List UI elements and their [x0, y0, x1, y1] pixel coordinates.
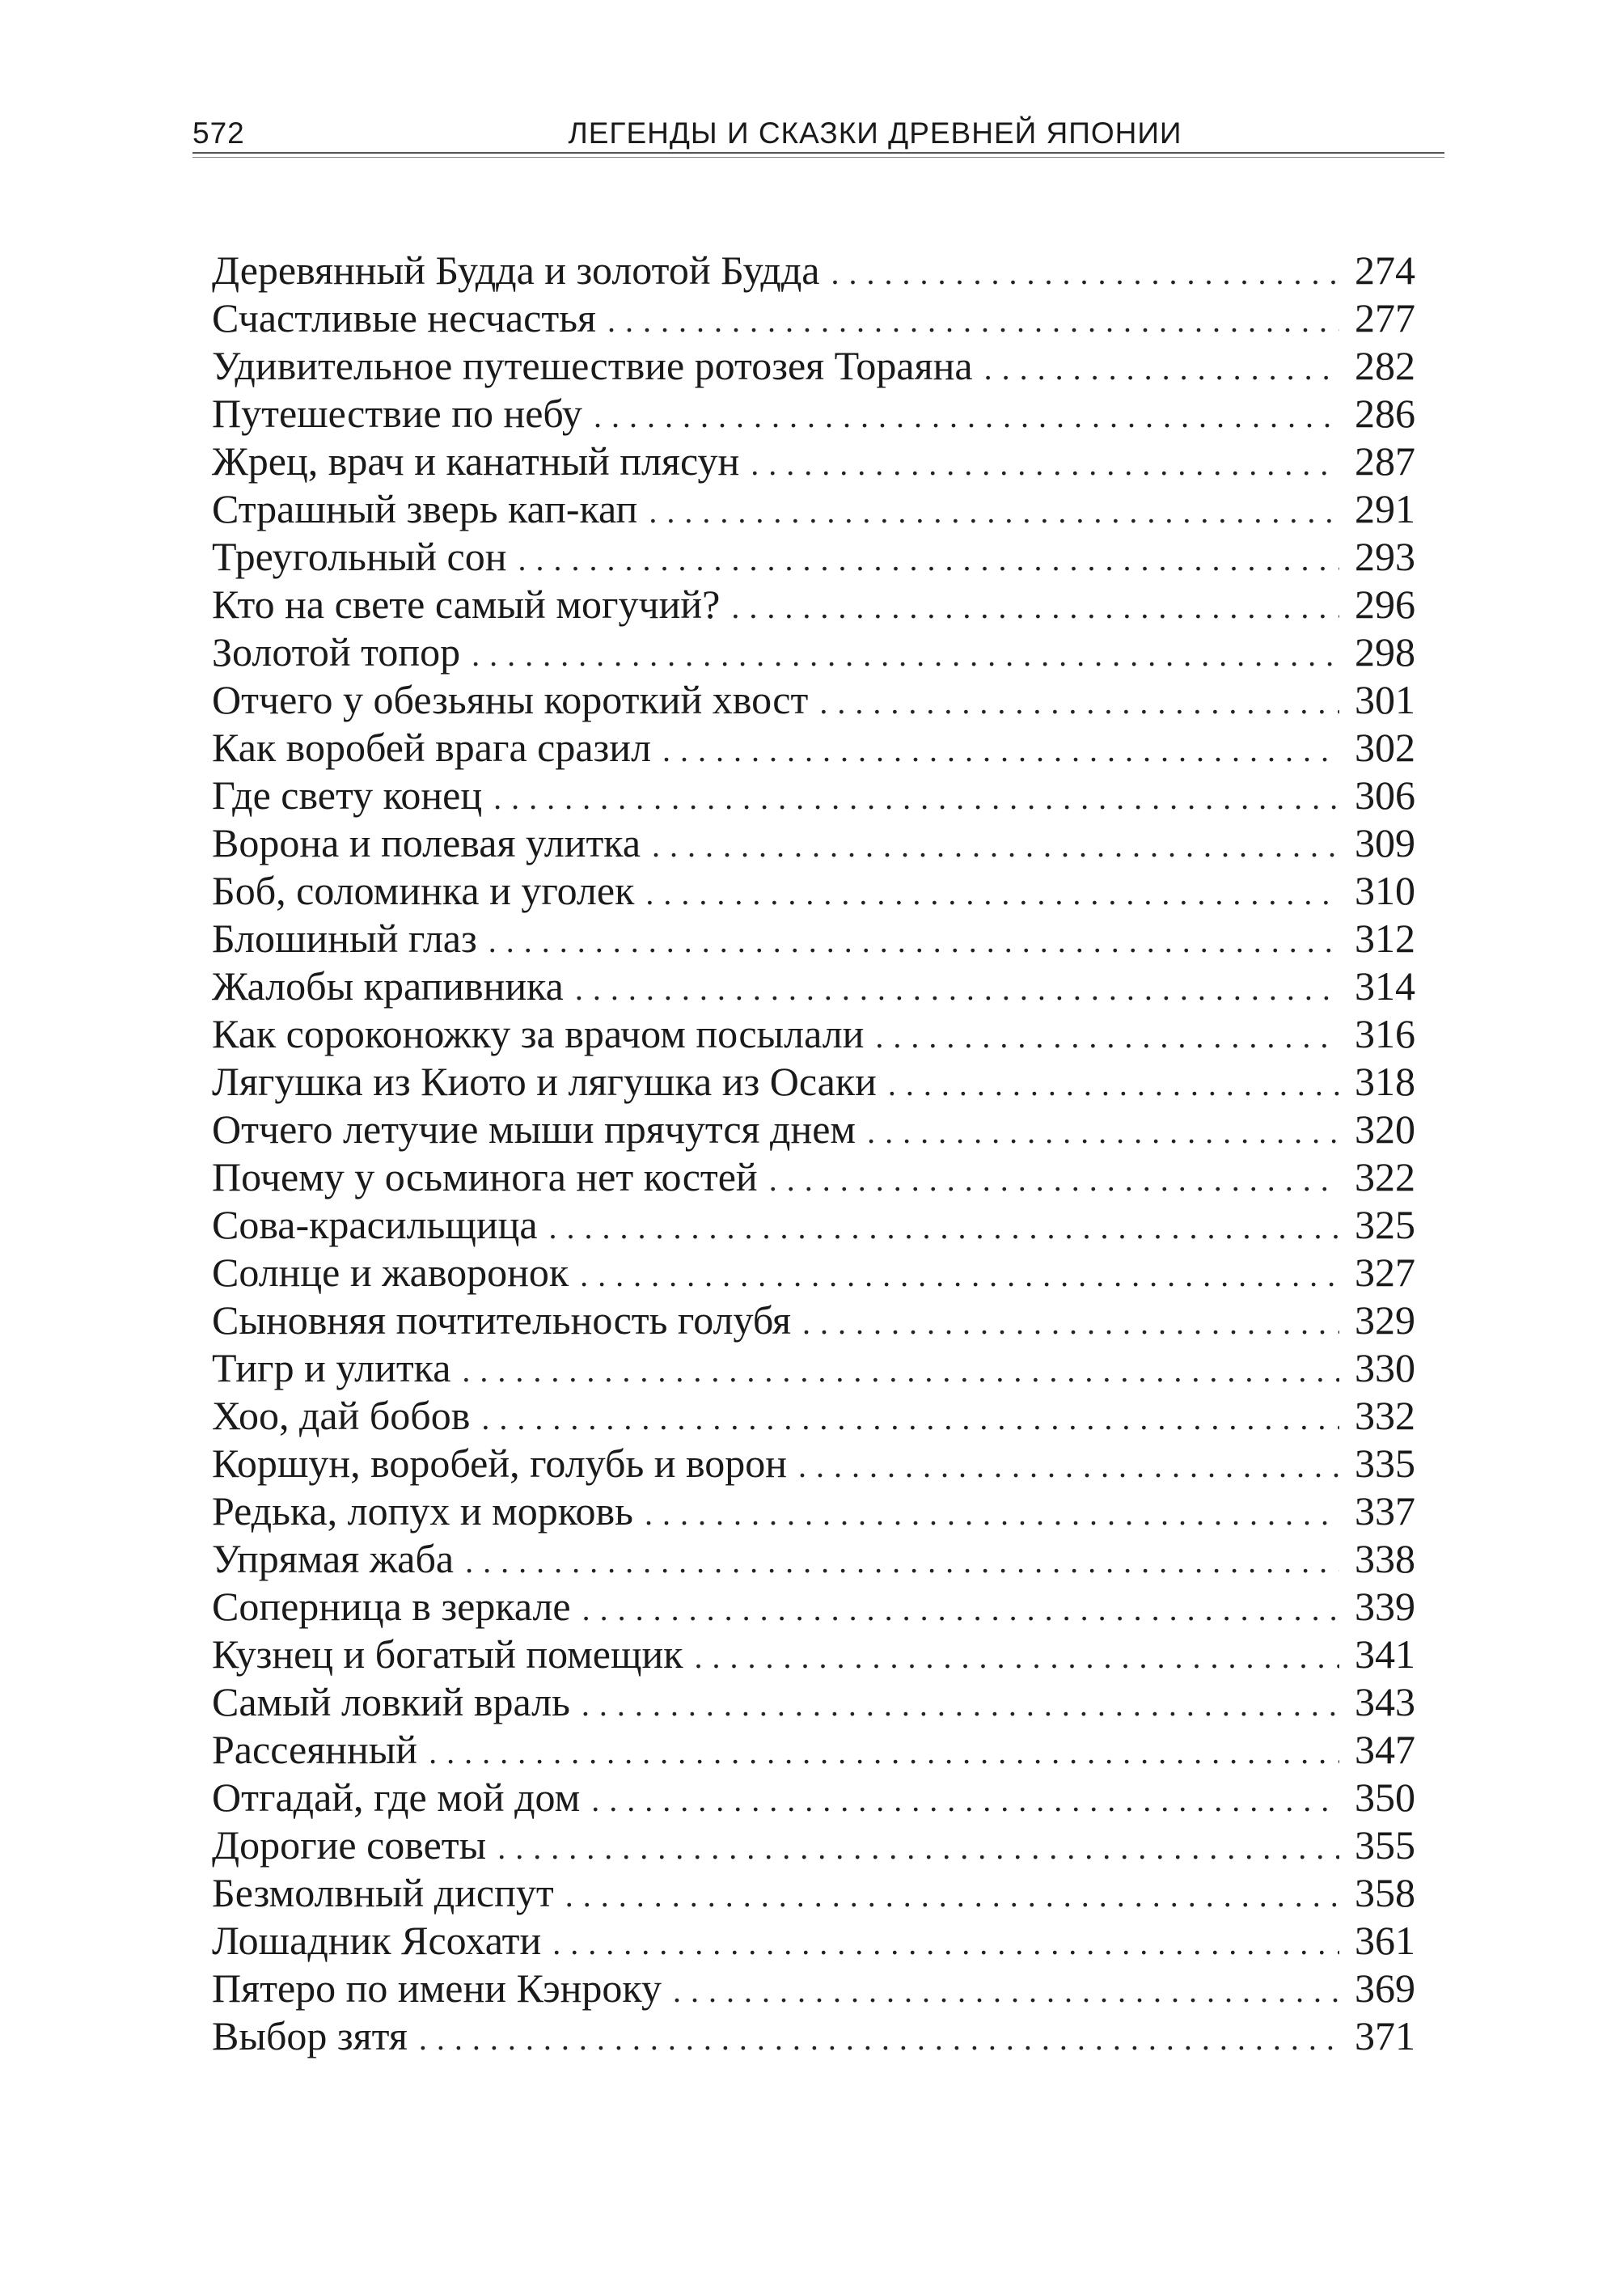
toc-entry — [212, 676, 1415, 724]
toc-entry-title: Тигр и улитка — [212, 1345, 451, 1390]
toc-entry-title: Безмолвный диспут — [212, 1870, 554, 1915]
toc-entry-page-number: 322 — [1355, 1154, 1415, 1199]
toc-dot-leader — [673, 1965, 1339, 2015]
toc-entry — [212, 1726, 1415, 1774]
toc-entry — [212, 1917, 1415, 1965]
toc-entry — [212, 628, 1415, 676]
toc-entry-page-number: 306 — [1355, 772, 1415, 818]
toc-entry-title: Сова-красильщица — [212, 1202, 538, 1247]
toc-dot-leader — [575, 962, 1339, 1013]
toc-entry-title: Солнце и жаворонок — [212, 1250, 569, 1295]
toc-entry-title: Рассеянный — [212, 1727, 418, 1772]
toc-entry-page-number: 286 — [1355, 391, 1415, 436]
page-number: 572 — [192, 116, 245, 150]
toc-entry-page-number: 282 — [1355, 343, 1415, 388]
toc-entry — [212, 294, 1415, 342]
toc-dot-leader — [645, 1487, 1339, 1538]
toc-entry — [212, 1058, 1415, 1106]
toc-entry-page-number: 301 — [1355, 677, 1415, 722]
toc-entry — [212, 1440, 1415, 1487]
toc-entry-title: Как воробей врага сразил — [212, 725, 652, 770]
toc-dot-leader — [984, 342, 1339, 392]
toc-dot-leader — [582, 1678, 1339, 1728]
toc-entry-title: Жалобы крапивника — [212, 963, 564, 1009]
toc-entry — [212, 342, 1415, 390]
toc-entry-page-number: 277 — [1355, 295, 1415, 341]
toc-entry — [212, 1153, 1415, 1201]
toc-dot-leader — [565, 1869, 1339, 1919]
toc-dot-leader — [769, 1153, 1339, 1204]
toc-entry-title: Отчего летучие мыши прячутся днем — [212, 1106, 856, 1152]
toc-entry-page-number: 339 — [1355, 1584, 1415, 1629]
table-of-contents — [212, 247, 1415, 2060]
toc-entry-page-number: 355 — [1355, 1822, 1415, 1868]
toc-dot-leader — [488, 915, 1339, 965]
toc-entry-page-number: 318 — [1355, 1059, 1415, 1104]
toc-entry — [212, 438, 1415, 485]
toc-entry-page-number: 369 — [1355, 1965, 1415, 2011]
toc-entry-page-number: 309 — [1355, 820, 1415, 865]
running-title: ЛЕГЕНДЫ И СКАЗКИ ДРЕВНЕЙ ЯПОНИИ — [568, 116, 1182, 150]
toc-entry-title: Упрямая жаба — [212, 1536, 455, 1581]
toc-entry-title: Коршун, воробей, голубь и ворон — [212, 1441, 788, 1486]
toc-dot-leader — [549, 1201, 1339, 1251]
toc-entry-page-number: 343 — [1355, 1679, 1415, 1724]
toc-entry-title: Пятеро по имени Кэнроку — [212, 1965, 662, 2011]
toc-entry-title: Почему у осьминога нет костей — [212, 1154, 758, 1199]
header-rule-secondary — [192, 157, 1444, 158]
toc-entry — [212, 1631, 1415, 1678]
toc-dot-leader — [429, 1726, 1339, 1776]
toc-dot-leader — [497, 1821, 1339, 1872]
toc-entry-title: Выбор зятя — [212, 2013, 408, 2058]
toc-entry-page-number: 293 — [1355, 534, 1415, 579]
toc-entry — [212, 1821, 1415, 1869]
toc-entry-page-number: 310 — [1355, 868, 1415, 913]
toc-entry-title: Где свету конец — [212, 772, 483, 818]
toc-dot-leader — [662, 724, 1339, 774]
toc-entry-title: Деревянный Будда и золотой Будда — [212, 247, 820, 293]
toc-entry — [212, 1678, 1415, 1726]
toc-dot-leader — [731, 581, 1339, 631]
toc-entry-title: Путешествие по небу — [212, 391, 582, 436]
toc-entry-title: Лягушка из Киото и лягушка из Осаки — [212, 1059, 877, 1104]
toc-dot-leader — [419, 2012, 1339, 2062]
toc-dot-leader — [462, 1344, 1339, 1394]
toc-dot-leader — [695, 1631, 1339, 1681]
toc-entry — [212, 1583, 1415, 1631]
toc-dot-leader — [831, 247, 1340, 297]
toc-entry — [212, 533, 1415, 581]
toc-entry-title: Счастливые несчастья — [212, 295, 596, 341]
toc-entry-title: Отчего у обезьяны короткий хвост — [212, 677, 809, 722]
toc-entry-page-number: 347 — [1355, 1727, 1415, 1772]
toc-entry — [212, 915, 1415, 962]
toc-entry-page-number: 325 — [1355, 1202, 1415, 1247]
toc-entry-page-number: 296 — [1355, 582, 1415, 627]
toc-dot-leader — [888, 1058, 1339, 1108]
toc-dot-leader — [591, 1774, 1339, 1824]
toc-dot-leader — [582, 1583, 1339, 1633]
toc-dot-leader — [867, 1106, 1339, 1156]
toc-entry-page-number: 371 — [1355, 2013, 1415, 2058]
toc-dot-leader — [649, 485, 1339, 535]
toc-entry — [212, 247, 1415, 294]
toc-dot-leader — [652, 819, 1339, 869]
toc-entry — [212, 1344, 1415, 1392]
toc-entry — [212, 485, 1415, 533]
toc-entry-title: Треугольный сон — [212, 534, 507, 579]
toc-entry-page-number: 291 — [1355, 486, 1415, 531]
toc-entry-title: Как сороконожку за врачом посылали — [212, 1011, 865, 1056]
toc-entry-title: Удивительное путешествие ротозея Тораяна — [212, 343, 973, 388]
toc-entry-page-number: 302 — [1355, 725, 1415, 770]
toc-entry-title: Редька, лопух и морковь — [212, 1488, 633, 1534]
toc-entry-page-number: 320 — [1355, 1106, 1415, 1152]
toc-entry-page-number: 316 — [1355, 1011, 1415, 1056]
toc-entry-title: Блошиный глаз — [212, 916, 477, 961]
toc-dot-leader — [798, 1440, 1339, 1490]
toc-entry-title: Сыновняя почтительность голубя — [212, 1297, 792, 1343]
toc-entry-page-number: 298 — [1355, 629, 1415, 675]
toc-entry-title: Отгадай, где мой дом — [212, 1775, 581, 1820]
toc-entry-page-number: 358 — [1355, 1870, 1415, 1915]
toc-entry — [212, 1201, 1415, 1249]
toc-dot-leader — [552, 1917, 1339, 1967]
toc-entry — [212, 867, 1415, 915]
toc-dot-leader — [472, 628, 1339, 679]
toc-entry — [212, 581, 1415, 628]
toc-dot-leader — [645, 867, 1339, 917]
toc-entry — [212, 1535, 1415, 1583]
toc-entry — [212, 962, 1415, 1010]
toc-dot-leader — [751, 438, 1339, 488]
toc-entry-title: Кузнец и богатый помещик — [212, 1631, 683, 1677]
toc-entry-page-number: 335 — [1355, 1441, 1415, 1486]
toc-entry — [212, 1392, 1415, 1440]
toc-entry — [212, 724, 1415, 772]
toc-entry — [212, 772, 1415, 819]
toc-dot-leader — [819, 676, 1339, 726]
toc-entry — [212, 2012, 1415, 2060]
toc-entry — [212, 1010, 1415, 1058]
toc-entry-title: Кто на свете самый могучий? — [212, 582, 721, 627]
toc-entry-page-number: 330 — [1355, 1345, 1415, 1390]
toc-entry — [212, 1106, 1415, 1153]
header-rule — [192, 152, 1444, 154]
toc-entry-title: Хоо, дай бобов — [212, 1393, 471, 1438]
toc-entry-page-number: 314 — [1355, 963, 1415, 1009]
toc-entry-page-number: 287 — [1355, 438, 1415, 484]
toc-entry-title: Дорогие советы — [212, 1822, 487, 1868]
toc-entry — [212, 1249, 1415, 1297]
toc-entry-title: Страшный зверь кап-кап — [212, 486, 638, 531]
toc-dot-leader — [875, 1010, 1339, 1060]
toc-dot-leader — [518, 533, 1339, 583]
toc-entry-page-number: 329 — [1355, 1297, 1415, 1343]
toc-entry-title: Лошадник Ясохати — [212, 1918, 542, 1963]
toc-entry — [212, 390, 1415, 438]
toc-entry-title: Жрец, врач и канатный плясун — [212, 438, 740, 484]
toc-entry-page-number: 327 — [1355, 1250, 1415, 1295]
toc-entry-title: Ворона и полевая улитка — [212, 820, 641, 865]
toc-entry-page-number: 274 — [1355, 247, 1415, 293]
toc-entry-title: Соперница в зеркале — [212, 1584, 571, 1629]
toc-entry-page-number: 332 — [1355, 1393, 1415, 1438]
toc-entry-page-number: 337 — [1355, 1488, 1415, 1534]
toc-entry-page-number: 338 — [1355, 1536, 1415, 1581]
toc-dot-leader — [607, 294, 1339, 345]
toc-entry-page-number: 350 — [1355, 1775, 1415, 1820]
toc-dot-leader — [594, 390, 1339, 440]
toc-dot-leader — [802, 1297, 1339, 1347]
toc-dot-leader — [580, 1249, 1339, 1299]
toc-entry-page-number: 312 — [1355, 916, 1415, 961]
toc-entry-page-number: 361 — [1355, 1918, 1415, 1963]
toc-entry-title: Золотой топор — [212, 629, 461, 675]
toc-entry-title: Самый ловкий враль — [212, 1679, 570, 1724]
toc-entry — [212, 1487, 1415, 1535]
toc-entry — [212, 1774, 1415, 1821]
toc-entry — [212, 1869, 1415, 1917]
toc-dot-leader — [465, 1535, 1339, 1585]
toc-entry — [212, 1965, 1415, 2012]
page-header — [192, 107, 1444, 155]
toc-entry — [212, 819, 1415, 867]
toc-entry-title: Боб, соломинка и уголек — [212, 868, 635, 913]
toc-entry-page-number: 341 — [1355, 1631, 1415, 1677]
toc-dot-leader — [481, 1392, 1339, 1442]
toc-entry — [212, 1297, 1415, 1344]
toc-dot-leader — [493, 772, 1339, 822]
